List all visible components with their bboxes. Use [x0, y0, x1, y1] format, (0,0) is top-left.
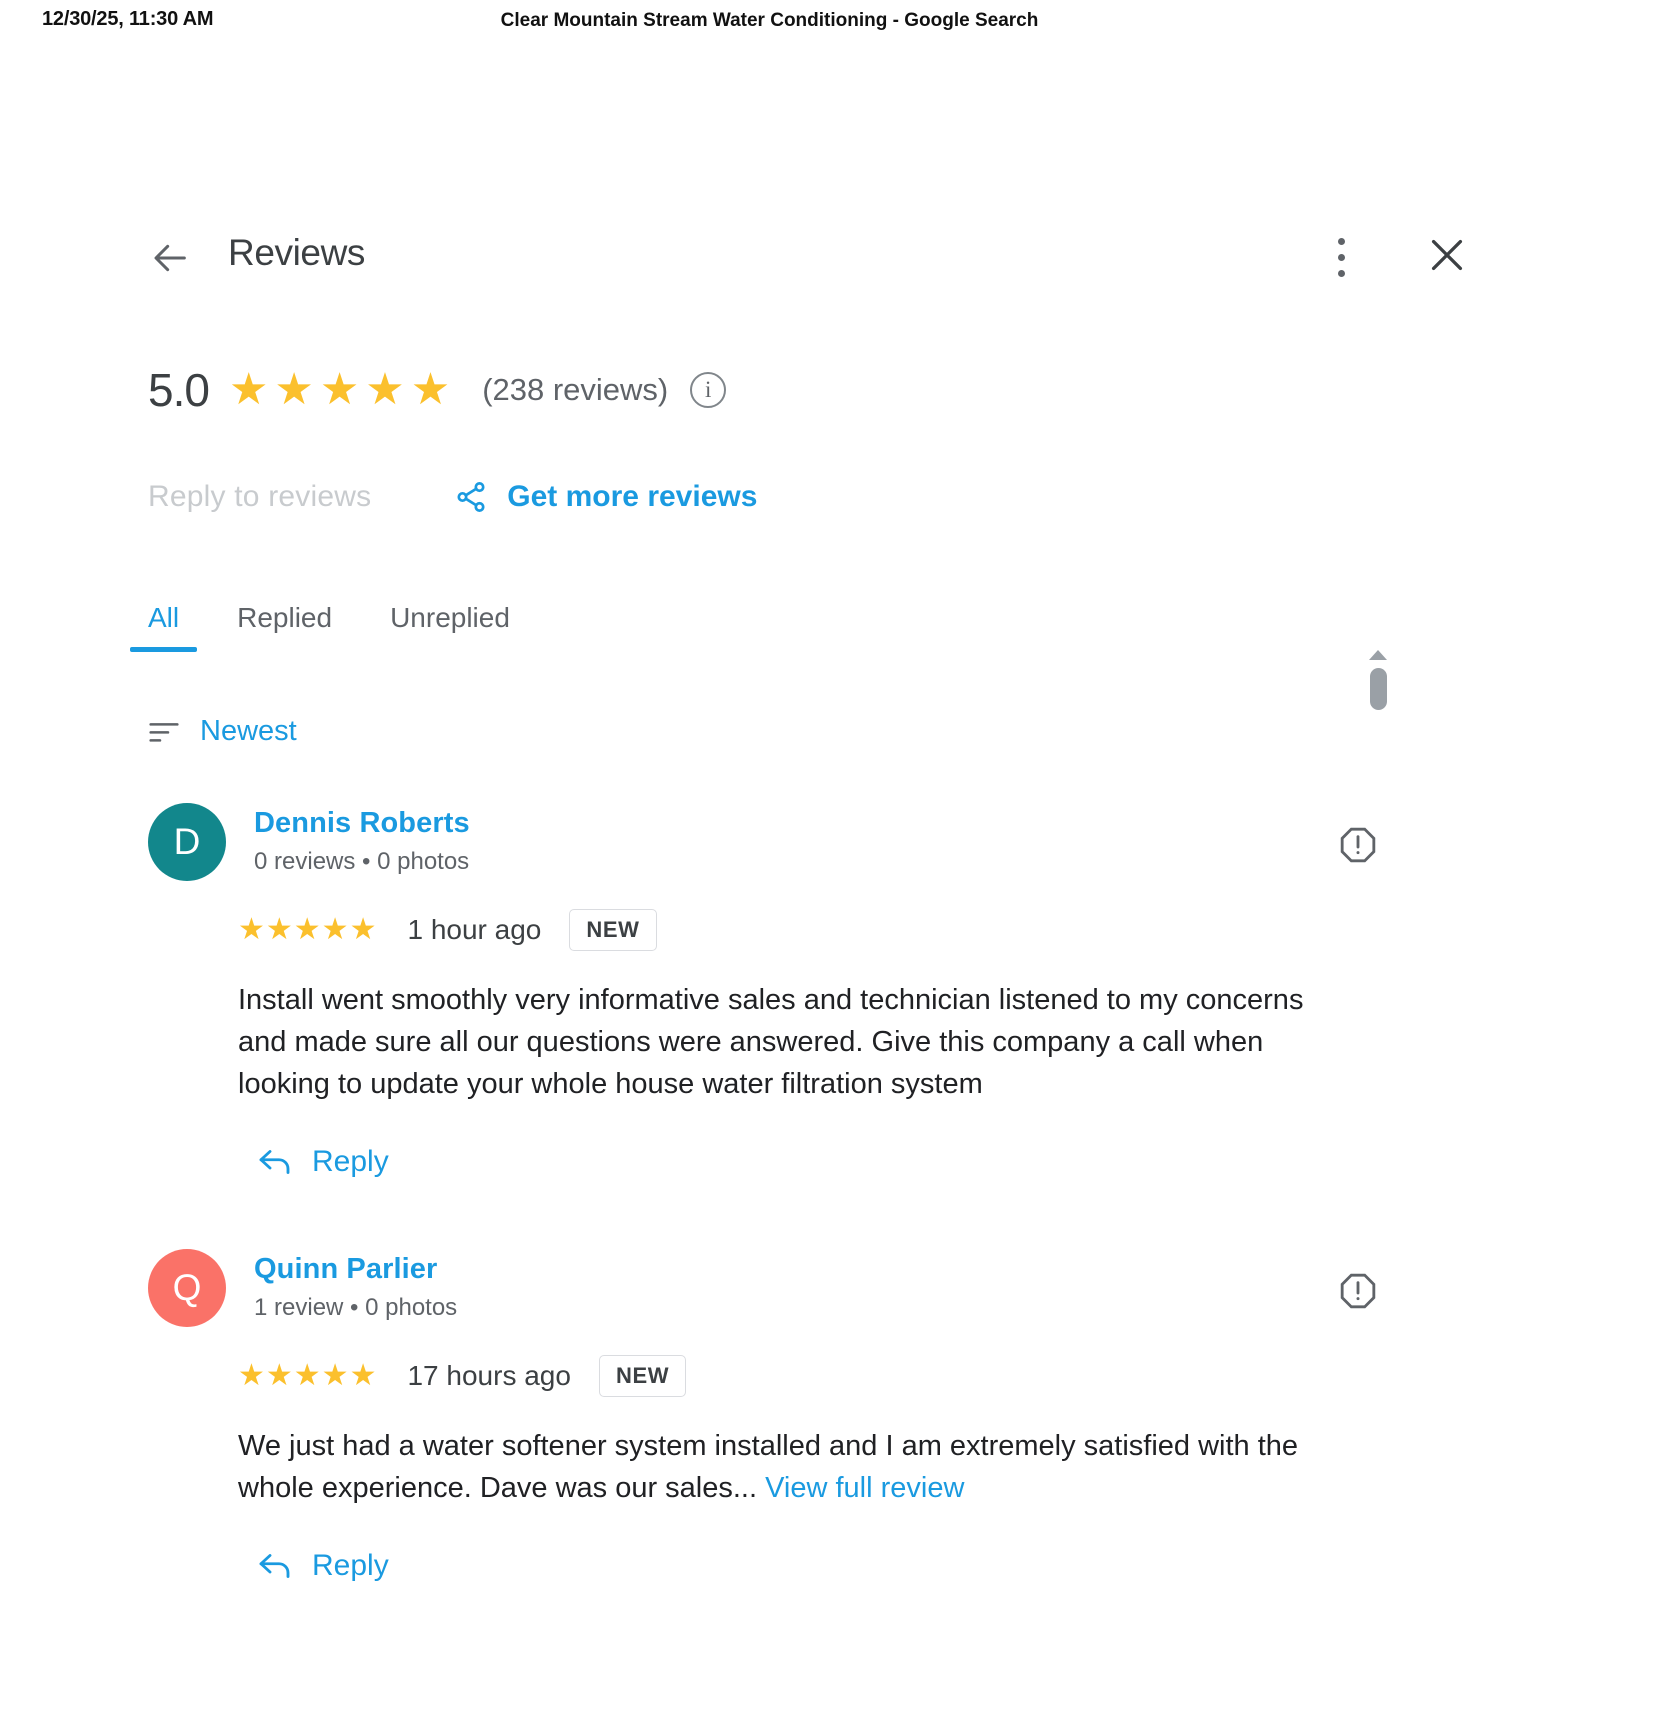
rating-value: 5.0 [148, 364, 209, 416]
avatar: D [148, 803, 226, 881]
info-icon[interactable]: i [690, 372, 726, 408]
rating-summary [118, 355, 1518, 425]
avatar: Q [148, 1249, 226, 1327]
reply-to-reviews-button[interactable]: Reply to reviews [148, 480, 372, 513]
review-item [118, 803, 1518, 1179]
reply-button[interactable] [148, 1549, 1518, 1583]
rating-stars: ★★★★★ [228, 365, 457, 414]
sort-icon [148, 719, 180, 743]
scrollbar-thumb[interactable] [1370, 668, 1387, 710]
tab-unreplied[interactable]: Unreplied [390, 602, 510, 633]
reply-button[interactable] [148, 1145, 1518, 1179]
review-filter-tabs [118, 582, 1518, 652]
review-item [118, 1249, 1518, 1583]
panel-actions [118, 467, 1518, 527]
get-more-reviews-label: Get more reviews [507, 480, 758, 513]
reviews-page [0, 50, 1679, 1729]
review-rating-row [148, 909, 1518, 951]
new-badge: NEW [569, 909, 656, 951]
review-stars: ★★★★★ [238, 913, 378, 946]
reviews-list [118, 803, 1518, 1583]
tab-all[interactable]: All [148, 602, 179, 652]
view-full-review-link[interactable]: View full review [765, 1472, 965, 1505]
back-arrow-icon[interactable] [148, 238, 194, 278]
page-title: Reviews [228, 232, 366, 273]
reviewer-name[interactable]: Quinn Parlier [254, 1253, 438, 1286]
print-page-title: Clear Mountain Stream Water Conditioning - Google Search [500, 10, 1039, 31]
review-text [148, 979, 1518, 1105]
review-time: 17 hours ago [407, 1360, 571, 1392]
reviewer-meta [254, 803, 470, 876]
reply-label: Reply [312, 1145, 389, 1179]
review-stars: ★★★★★ [238, 1359, 378, 1393]
review-header [148, 803, 1518, 887]
tab-replied[interactable]: Replied [237, 602, 333, 633]
reviewer-stats: 1 review • 0 photos [254, 1294, 458, 1322]
reply-arrow-icon [258, 1147, 294, 1177]
report-review-icon[interactable] [1338, 1271, 1378, 1311]
kebab-menu-icon[interactable] [1338, 238, 1348, 286]
reviewer-name[interactable]: Dennis Roberts [254, 807, 470, 839]
review-body: Install went smoothly very informative sales and technician listened to my concerns and made sure all our questions were answered. Give this company a call when looking to update your whole house water filtration system [238, 984, 1304, 1101]
close-icon[interactable] [1424, 232, 1470, 278]
reviewer-stats: 0 reviews • 0 photos [254, 848, 470, 875]
reply-arrow-icon [258, 1551, 294, 1581]
reviewer-meta [254, 1249, 457, 1322]
review-rating-row [148, 1355, 1518, 1397]
panel-topbar [118, 190, 1518, 300]
review-text [148, 1425, 1518, 1509]
sort-label: Newest [200, 714, 297, 747]
scroll-up-arrow-icon[interactable] [1369, 650, 1387, 660]
print-header [0, 0, 1679, 50]
get-more-reviews-button[interactable] [453, 480, 757, 514]
print-timestamp: 12/30/25, 11:30 AM [42, 8, 214, 30]
report-review-icon[interactable] [1338, 825, 1378, 865]
review-header [148, 1249, 1518, 1333]
review-time: 1 hour ago [407, 914, 542, 945]
new-badge: NEW [599, 1355, 686, 1397]
sort-control[interactable] [118, 707, 1518, 755]
reviews-panel [118, 190, 1518, 1653]
reply-label: Reply [312, 1549, 389, 1583]
review-count: (238 reviews) [482, 372, 669, 407]
share-icon [453, 480, 489, 514]
review-body: We just had a water softener system installed and I am extremely satisfied with the whole experience. Dave was our sales... [238, 1430, 1299, 1505]
scrollbar[interactable] [1367, 650, 1389, 730]
